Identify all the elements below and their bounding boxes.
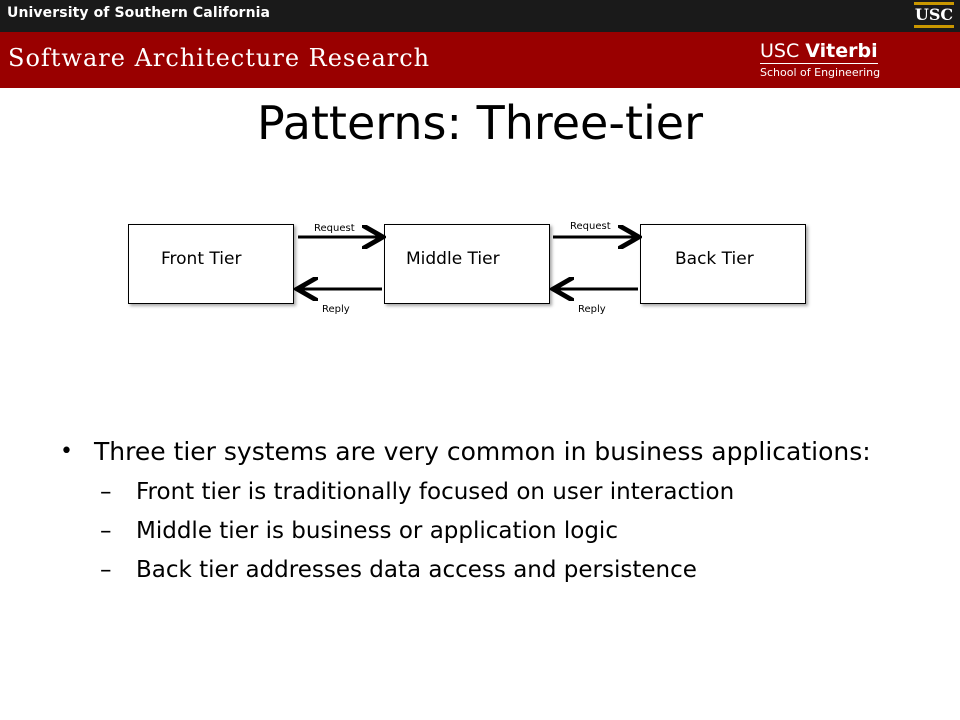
front-tier-label: Front Tier [161, 249, 242, 269]
slide-title: Patterns: Three-tier [257, 96, 703, 150]
back-tier-label: Back Tier [675, 249, 754, 269]
sub-bullet-text: Front tier is traditionally focused on user interaction [136, 479, 735, 505]
bullet-item [60, 436, 920, 467]
university-name: University of Southern California [7, 5, 271, 21]
usc-logo: USC [914, 2, 954, 28]
sub-bullet-item [60, 512, 920, 551]
viterbi-usc: USC [760, 40, 800, 62]
sub-bullet-item [60, 551, 920, 590]
sub-bullet-dash: – [100, 479, 112, 505]
sub-bullet-list [60, 473, 920, 590]
bullet-dot: • [60, 439, 73, 464]
sub-bullet-dash: – [100, 557, 112, 583]
viterbi-school: School of Engineering [760, 66, 881, 79]
reply-label-1: Reply [322, 304, 350, 315]
request-label-2: Request [570, 221, 611, 232]
bullet-text: Three tier systems are very common in business applications: [94, 437, 871, 466]
reply-label-2: Reply [578, 304, 606, 315]
sub-bullet-item [60, 473, 920, 512]
research-group-name: Software Architecture Research [8, 44, 431, 72]
request-label-1: Request [314, 223, 355, 234]
sub-bullet-text: Middle tier is business or application logic [136, 518, 618, 544]
middle-tier-label: Middle Tier [406, 249, 500, 269]
viterbi-name: Viterbi [805, 40, 878, 62]
bullet-list [60, 436, 920, 590]
sub-bullet-text: Back tier addresses data access and persistence [136, 557, 697, 583]
sub-bullet-dash: – [100, 518, 112, 544]
